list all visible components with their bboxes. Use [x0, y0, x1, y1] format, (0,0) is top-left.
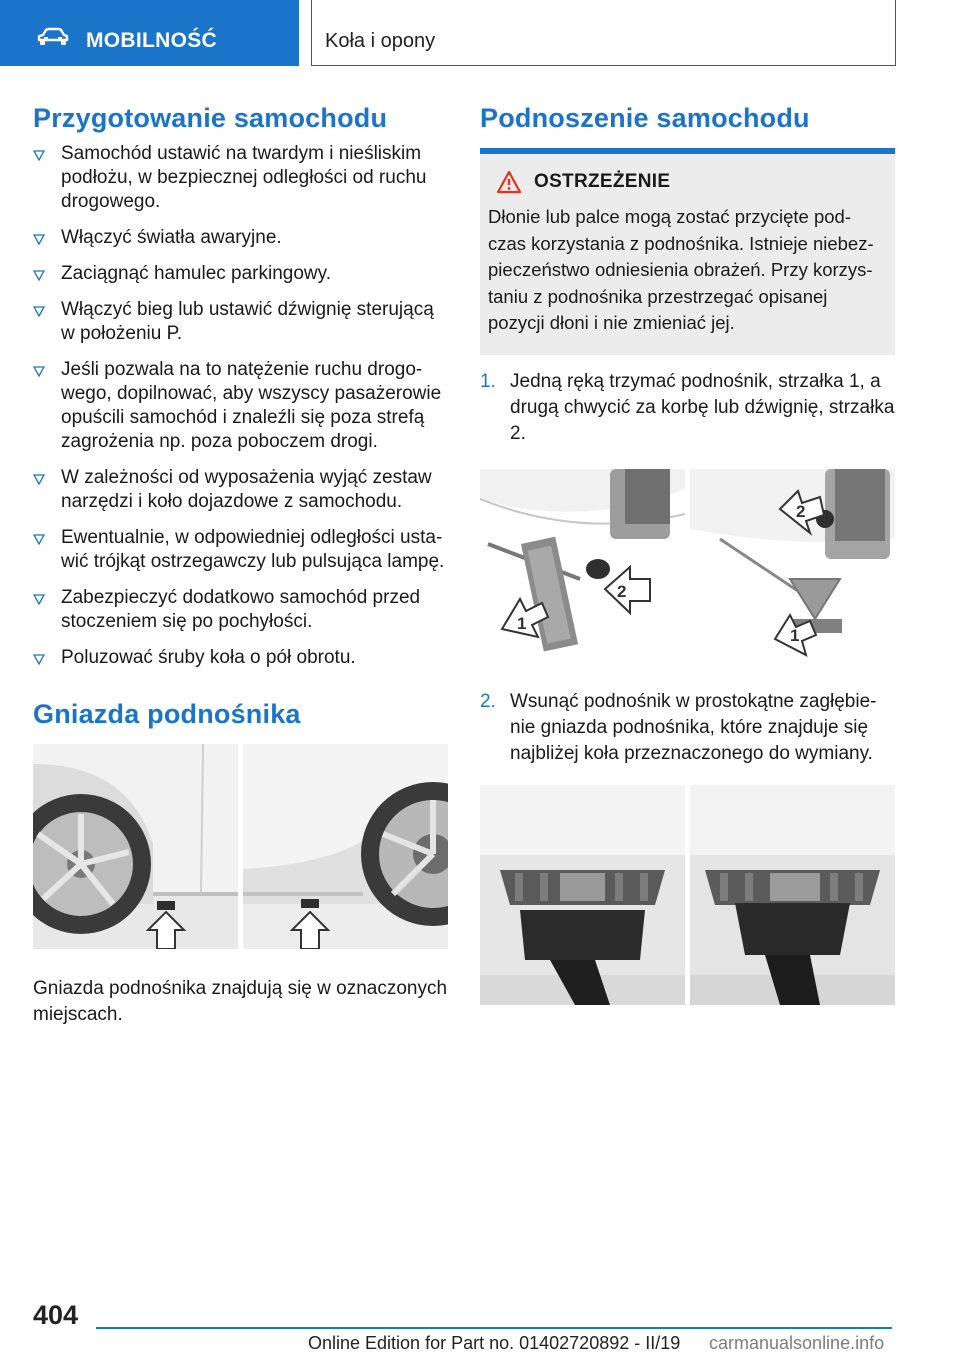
triangle-bullet-icon	[33, 654, 45, 665]
page-number: 404	[33, 1300, 79, 1330]
triangle-bullet-icon	[33, 270, 45, 281]
jack-points-image	[33, 744, 448, 949]
list-item: Ewentualnie, w odpowiedniej odległości usta-wić trójkąt ostrzegawczy lub pulsująca lampę.	[33, 526, 448, 574]
triangle-bullet-icon	[33, 306, 45, 317]
photo-label: 2	[617, 581, 627, 601]
edition-text: Online Edition for Part no. 01402720892 - II/19	[308, 1333, 681, 1353]
triangle-bullet-icon	[33, 474, 45, 485]
lift-heading: Podnoszenie samochodu	[480, 103, 810, 133]
list-item: W zależności od wyposażenia wyjąć zestaw narzędzi i koło dojazdowe z samochodu.	[33, 466, 448, 514]
list-item: Włączyć światła awaryjne.	[33, 226, 448, 250]
jack-points-caption: Gniazda podnośnika znajdują się w oznaczonych miejscach.	[33, 978, 448, 1025]
list-item: Jeśli pozwala na to natężenie ruchu drogo-wego, dopilnować, aby wszyscy pasażerowie opuścili samochód i znaleźli się poza strefą zagrożenia np. poza poboczem drogi.	[33, 358, 448, 454]
list-item: 2. Wsunąć podnośnik w prostokątne zagłębie-nie gniazda podnośnika, które znajduje się najbliżej koła przeznaczonego do wymiany.	[480, 690, 877, 764]
list-item: Włączyć bieg lub ustawić dźwignię sterującą w położeniu P.	[33, 298, 448, 346]
step-list	[480, 369, 895, 447]
jack-position-image	[480, 785, 895, 1005]
right-column	[480, 100, 895, 1005]
triangle-bullet-icon	[33, 594, 45, 605]
list-item: Poluzować śruby koła o pół obrotu.	[33, 646, 448, 670]
left-column	[33, 100, 448, 1028]
jack-handling-image	[480, 469, 895, 659]
jack-points-heading: Gniazda podnośnika	[33, 699, 301, 729]
section-tab[interactable]	[0, 0, 299, 66]
list-item: Zabezpieczyć dodatkowo samochód przed stoczeniem się po pochyłości.	[33, 586, 448, 634]
triangle-bullet-icon	[33, 234, 45, 245]
step-list	[480, 689, 895, 767]
prep-list	[33, 142, 448, 670]
warning-text: Dłonie lub palce mogą zostać przycięte pod-czas korzystania z podnośnika. Istnieje niebez-pieczeństwo odniesienia obrażeń. Przy korzys-taniu z podnośnika przestrzegać opisanej pozycji dłoni i nie zmieniać jej.	[488, 206, 874, 333]
section-title: MOBILNOŚĆ	[86, 29, 218, 52]
car-icon	[36, 27, 70, 47]
triangle-bullet-icon	[33, 534, 45, 545]
step-number: 1.	[480, 370, 496, 392]
photo-label: 2	[796, 501, 806, 521]
triangle-bullet-icon	[33, 366, 45, 377]
footer-rule	[96, 1327, 892, 1329]
watermark-text: carmanualsonline.info	[709, 1333, 885, 1353]
triangle-bullet-icon	[33, 150, 45, 161]
photo-label: 1	[790, 625, 800, 645]
photo-label: 1	[517, 613, 527, 633]
chapter-header	[311, 0, 896, 66]
list-item: Samochód ustawić na twardym i nieśliskim podłożu, w bezpiecznej odległości od ruchu drogowego.	[33, 142, 448, 214]
list-item: Zaciągnąć hamulec parkingowy.	[33, 262, 448, 286]
list-item: 1. Jedną ręką trzymać podnośnik, strzałka 1, a drugą chwycić za korbę lub dźwignię, strzałka 2.	[480, 370, 895, 444]
chapter-title: Koła i opony	[325, 30, 436, 52]
step-number: 2.	[480, 690, 496, 712]
prep-heading: Przygotowanie samochodu	[33, 103, 388, 133]
warning-title: OSTRZEŻENIE	[496, 170, 887, 194]
warning-triangle-icon	[496, 170, 522, 194]
warning-box	[480, 154, 895, 355]
